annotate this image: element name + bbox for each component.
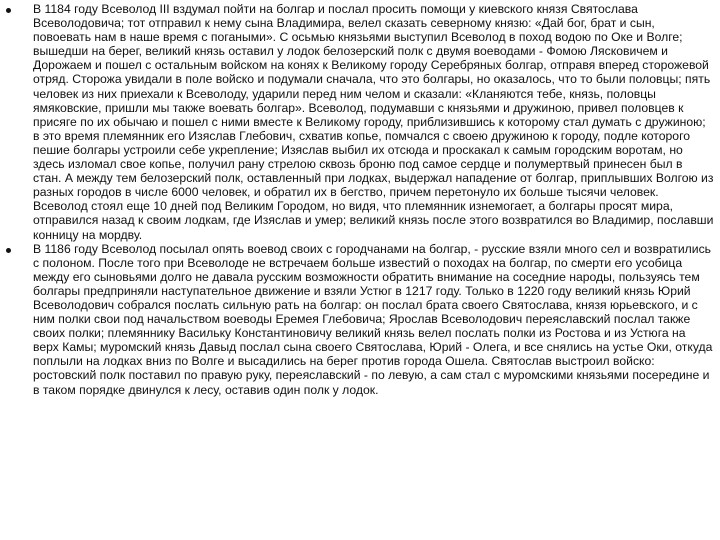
paragraph-text: В 1184 году Всеволод III вздумал пойти на болгар и послал просить помощи у киевского князя Святослава Всеволодовича; тот отправил к нему сына Владимира, велел сказать северному князю: «Дай бог, брат и сын, повоевать нам в наше время с погаными». С осьмью князьями выступил Всеволод в поход водою по Оке и Волге; вышедши на берег, великий князь оставил у лодок белозерский полк с двумя воеводами - Фомою Лясковичем и Дорожаем и пошел с остальным войском на конях к Великому городу Серебряных болгар, отправя вперед сторожевой отряд. Сторожа увидали в поле войско и подумали сначала, что это болгары, но оказалось, что то были половцы; пять человек из них приехали к Всеволоду, ударили перед ним челом и сказали: «Кланяются тебе, князь, половцы ямяковские, пришли мы также воевать болгар». Всеволод, подумавши с князьями и дружиною, привел половцев к присяге по их обычаю и пошел с ними вместе к Великому городу, приблизившись к которому стал думать с дружиною; в это время племянник его Изяслав Глебович, схватив копье, помчался с своею дружиною к городу, подле которого пешие болгары устроили себе укрепление; Изяслав выбил их отсюда и проскакал к самым городским воротам, но здесь изломал свое копье, получил рану стрелою сквозь броню под самое сердце и полумертвый принесен был в стан. А между тем белозерский полк, оставленный при лодках, выдержал нападение от болгар, приплывших Волгою из разных городов в числе 6000 человек, и обратил их в бегство, причем перетонуло их больше тысячи человек. Всеволод стоял еще 10 дней под Великим Городом, но видя, что племянник изнемогает, а болгары просят мира, отправился назад к своим лодкам, где Изяслав и умер; великий князь после этого возвратился во Владимир, пославши конницу на мордву. xyxy=(33,2,714,242)
paragraph-text: В 1186 году Всеволод посылал опять воевод своих с городчанами на болгар, - русские взяли много сел и возвратились с полоном. После того при Всеволоде не встречаем больше известий о походах на болгар, по смерти его усобица между его сыновьями долго не давала русским возможности обратить внимание на соседние народы, пользуясь тем болгары предприняли наступательное движение и взяли Устюг в 1217 году. Только в 1220 году великий князь Юрий Всеволодович собрался послать сильную рать на болгар: он послал брата своего Святослава, князя юрьевского, и с ним полки свои под начальством воеводы Еремея Глебовича; Ярослав Всеволодович переяславский послал также своих полки; племяннику Васильку Константиновичу великий князь велел послать полки из Ростова и из Устюга на верх Камы; муромский князь Давыд послал сына своего Святослава, Юрий - Олега, и все снялись на устье Оки, откуда поплыли на лодках вниз по Волге и высадились на берег против города Ошела. Святослав выстроил войско: ростовский полк поставил по правую руку, переяславский - по левую, а сам стал с муромскими князьями посередине и в таком порядке двинулся к лесу, оставив один полк у лодок. xyxy=(33,241,713,397)
bullet-icon xyxy=(6,8,11,13)
list-item xyxy=(6,2,714,242)
bullet-icon xyxy=(6,248,11,253)
bullet-list xyxy=(6,2,714,397)
list-item xyxy=(6,242,714,397)
